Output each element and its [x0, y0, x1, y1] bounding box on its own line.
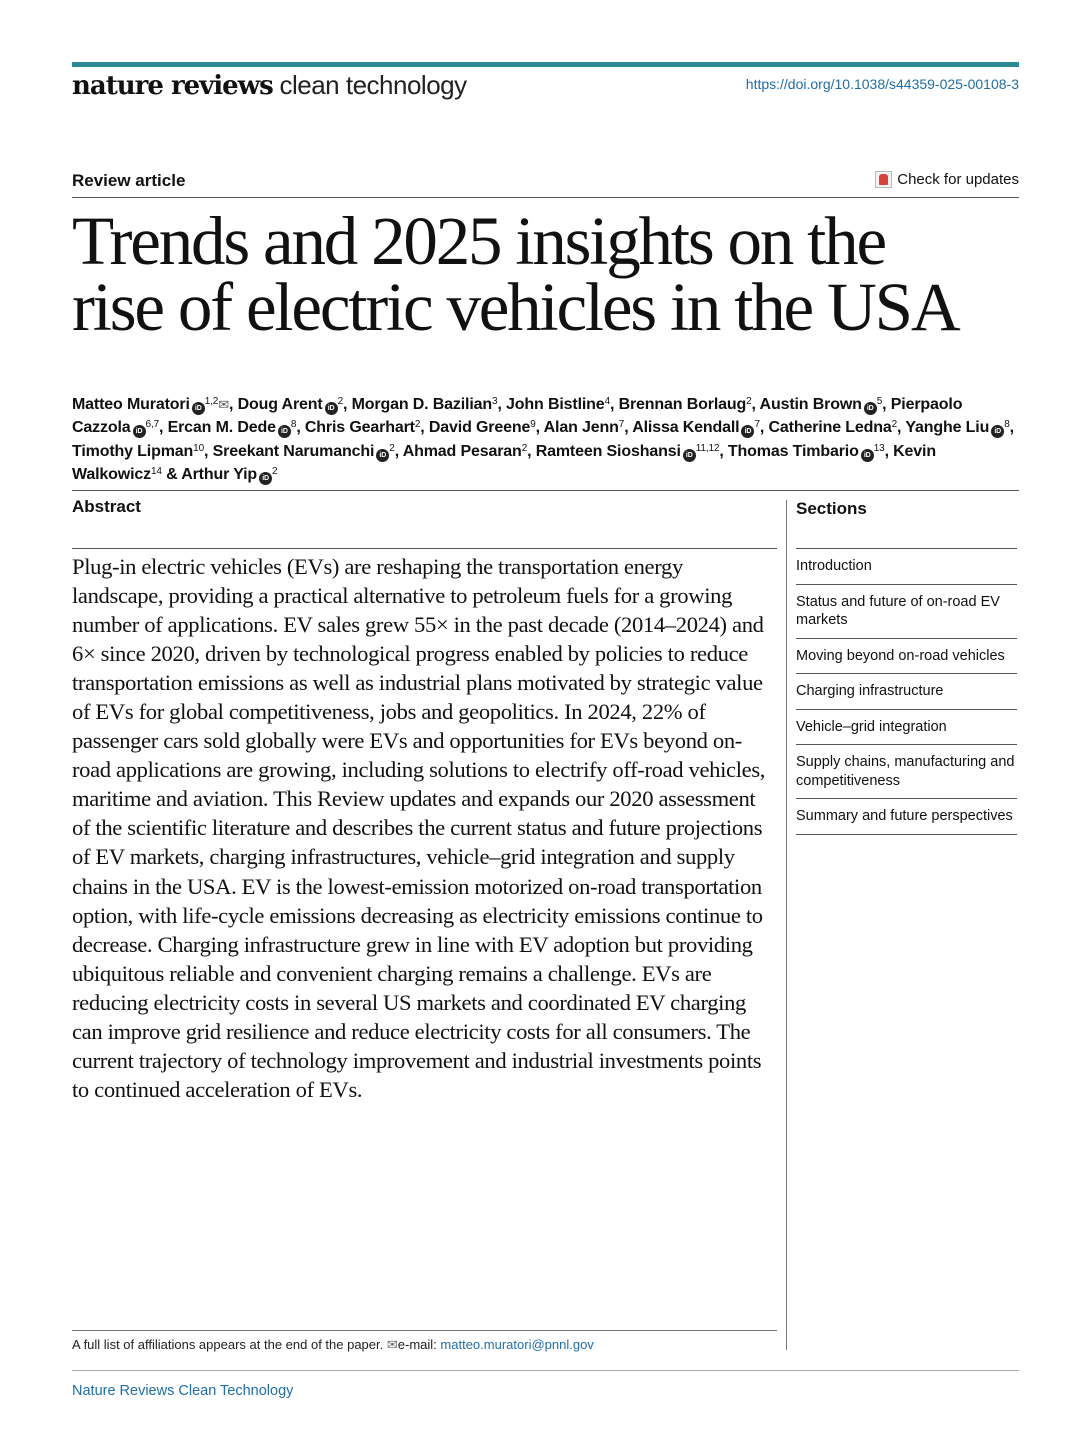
- affiliation-number: 2: [389, 442, 395, 454]
- author-name: Timothy Lipman: [72, 442, 194, 460]
- section-link-supply-chains[interactable]: Supply chains, manufacturing and competitiveness: [796, 744, 1017, 798]
- section-link-beyond-on-road[interactable]: Moving beyond on-road vehicles: [796, 638, 1017, 674]
- sections-heading: Sections: [796, 499, 867, 518]
- affiliation-number: 2: [337, 396, 343, 407]
- orcid-icon[interactable]: iD: [861, 449, 874, 462]
- orcid-icon[interactable]: iD: [864, 402, 877, 415]
- email-label: e-mail:: [397, 1337, 437, 1352]
- author-name: Ramteen Sioshansi: [535, 442, 681, 460]
- affiliation-number: 2: [746, 396, 752, 407]
- author[interactable]: [238, 396, 343, 413]
- author-name: Ercan M. Dede: [167, 419, 276, 437]
- author[interactable]: [905, 419, 1009, 436]
- author[interactable]: [760, 396, 883, 413]
- section-link-charging[interactable]: Charging infrastructure: [796, 673, 1017, 709]
- affiliation-number: 1,2: [204, 396, 219, 407]
- author-name: Pierpaolo Cazzola: [72, 396, 963, 437]
- author-name: Kevin Walkowicz: [72, 442, 936, 483]
- journal-name-bold: nature reviews: [72, 71, 273, 101]
- affiliation-number: 2: [414, 419, 421, 431]
- orcid-icon[interactable]: iD: [192, 402, 205, 415]
- author-name: Doug Arent: [237, 396, 323, 413]
- author[interactable]: [168, 419, 297, 436]
- affiliation-number: 8: [1004, 419, 1010, 431]
- author-name: Brennan Borlaug: [618, 396, 747, 413]
- page-title: [72, 203, 1019, 345]
- email-link[interactable]: matteo.muratori@pnnl.gov: [440, 1337, 594, 1352]
- orcid-icon[interactable]: iD: [278, 425, 291, 438]
- author-name: Austin Brown: [759, 396, 862, 413]
- affiliation-number: 2: [272, 465, 278, 477]
- journal-accent-bar: [72, 62, 1019, 67]
- author-name: Yanghe Liu: [905, 419, 990, 437]
- author[interactable]: [769, 419, 898, 436]
- affiliation-number: 2: [521, 442, 528, 454]
- author-name: Alan Jenn: [543, 419, 619, 437]
- affiliation-number: 9: [530, 419, 536, 431]
- section-link-introduction[interactable]: Introduction: [796, 548, 1017, 584]
- author-name: Morgan D. Bazilian: [351, 396, 493, 413]
- affiliation-number: 6,7: [145, 419, 159, 431]
- affiliation-number: 3: [492, 396, 498, 407]
- section-link-summary[interactable]: Summary and future perspectives: [796, 798, 1017, 835]
- author[interactable]: [352, 396, 498, 413]
- author-name: John Bistline: [506, 396, 605, 413]
- title-line-2: rise of electric vehicles in the USA: [72, 269, 959, 345]
- affiliation-number: 8: [290, 419, 297, 431]
- author[interactable]: [632, 419, 760, 436]
- author[interactable]: [429, 419, 536, 436]
- author[interactable]: [403, 443, 527, 460]
- author-name: Sreekant Narumanchi: [212, 442, 375, 460]
- author-list: Matteo Muratori iD$^{1,2}$✉, Doug Arent $iD^2$, Morgan D. Bazilian$^3$, John Bistline$^4$, Brennan Borlaug$^2$, Austin Brown $iD^5$, Pierpaolo Cazzola iD$^{6,7}$, Ercan M. Dede $iD^8$, Chris Gearhart$^2$, David Greene$^9$, Alan Jenn$^7$, Alissa Kendall $iD^7$, Catherine Ledna$^2$, Yanghe Liu $iD^8$, Timothy Lipman$^{10}$, Sreekant Narumanchi $iD^2$, Ahmad Pesaran$^2$, Ramteen Sioshansi iD$^{11,12}$, Thomas Timbario $iD^{13}$, Kevin Walkowicz$^{14}$ & Arthur Yip $iD^2$: [72, 396, 1014, 483]
- author[interactable]: [728, 443, 885, 460]
- divider: [72, 1370, 1019, 1371]
- author-name: David Greene: [428, 419, 531, 437]
- affiliations-footnote: [72, 1337, 594, 1353]
- divider: [72, 548, 777, 549]
- author-name: Matteo Muratori: [72, 396, 190, 413]
- check-updates-icon: [875, 171, 892, 188]
- author[interactable]: [536, 443, 720, 460]
- footer-journal-name: Nature Reviews Clean Technology: [72, 1383, 294, 1399]
- affiliations-note: A full list of affiliations appears at the end of the paper.: [72, 1337, 384, 1352]
- affiliation-number: 10: [193, 442, 204, 454]
- orcid-icon[interactable]: iD: [259, 472, 272, 485]
- affiliation-number: 11,12: [695, 442, 720, 454]
- orcid-icon[interactable]: iD: [376, 449, 389, 462]
- title-line-1: Trends and 2025 insights on the: [72, 203, 885, 279]
- orcid-icon[interactable]: iD: [683, 449, 696, 462]
- affiliation-number: 13: [873, 442, 885, 454]
- author[interactable]: [181, 466, 277, 483]
- article-type: Review article: [72, 171, 186, 190]
- author[interactable]: [506, 396, 610, 413]
- mail-icon: ✉: [386, 1337, 398, 1352]
- orcid-icon[interactable]: iD: [741, 425, 754, 438]
- affiliation-number: 2: [891, 419, 898, 431]
- journal-logo[interactable]: [72, 70, 467, 101]
- author[interactable]: [72, 443, 204, 460]
- affiliation-number: 14: [150, 465, 162, 477]
- sections-nav: [796, 548, 1017, 835]
- abstract-heading: Abstract: [72, 497, 141, 516]
- author[interactable]: [544, 419, 625, 436]
- author[interactable]: [72, 396, 229, 413]
- column-divider: [786, 500, 787, 1350]
- divider: [72, 197, 1019, 198]
- divider: [72, 1330, 777, 1331]
- doi-link[interactable]: https://doi.org/10.1038/s44359-025-00108-3: [745, 76, 1019, 92]
- check-updates-label: Check for updates: [897, 171, 1019, 188]
- author[interactable]: [213, 443, 395, 460]
- orcid-icon[interactable]: iD: [133, 425, 146, 438]
- author-name: Ahmad Pesaran: [402, 442, 522, 460]
- section-link-vehicle-grid[interactable]: Vehicle–grid integration: [796, 709, 1017, 745]
- check-for-updates-button[interactable]: [875, 171, 1019, 188]
- divider: [72, 490, 1019, 491]
- author-name: Alissa Kendall: [632, 419, 740, 437]
- author-name: Thomas Timbario: [727, 442, 859, 460]
- affiliation-number: 7: [754, 419, 760, 431]
- author[interactable]: [305, 419, 420, 436]
- affiliation-number: 5: [876, 396, 883, 407]
- orcid-icon[interactable]: iD: [325, 402, 338, 415]
- author-name: Catherine Ledna: [768, 419, 892, 437]
- author-name: Chris Gearhart: [304, 419, 415, 437]
- affiliation-number: 7: [618, 419, 625, 431]
- orcid-icon[interactable]: iD: [991, 425, 1004, 438]
- abstract-text: Plug-in electric vehicles (EVs) are reshaping the transportation energy landscape, providing a practical alternative to petroleum fuels for a growing number of applications. EV sales grew 55× in the past decade (2014–2024) and 6× since 2020, driven by technological progress enabled by policies to reduce transportation emissions as well as industrial plans motivated by strategic value of EVs for global competitiveness, jobs and geopolitics. In 2024, 22% of passenger cars sold globally were EVs and opportunities for EVs beyond on-road applications are growing, including solutions to electrify off-road vehicles, maritime and aviation. This Review updates and expands our 2020 assessment of the scientific literature and describes the current status and future projections of EV markets, charging infrastructures, vehicle–grid integration and supply chains in the USA. EV is the lowest-emission motorized on-road transportation option, with life-cycle emissions decreasing as electricity emissions continue to decrease. Charging infrastructure grew in line with EV adoption but providing ubiquitous reliable and convenient charging remains a challenge. EVs are reducing electricity costs in several US markets and coordinated EV charging can improve grid resilience and reduce electricity costs for all consumers. The current trajectory of technology improvement and industrial investments points to continued acceleration of EVs.: [72, 554, 766, 1102]
- author-name: Arthur Yip: [181, 465, 258, 483]
- affiliation-number: 4: [604, 396, 610, 407]
- mail-icon: ✉: [218, 397, 229, 412]
- author[interactable]: [619, 396, 752, 413]
- section-link-ev-markets[interactable]: Status and future of on-road EV markets: [796, 584, 1017, 638]
- journal-name-light: clean technology: [279, 70, 467, 100]
